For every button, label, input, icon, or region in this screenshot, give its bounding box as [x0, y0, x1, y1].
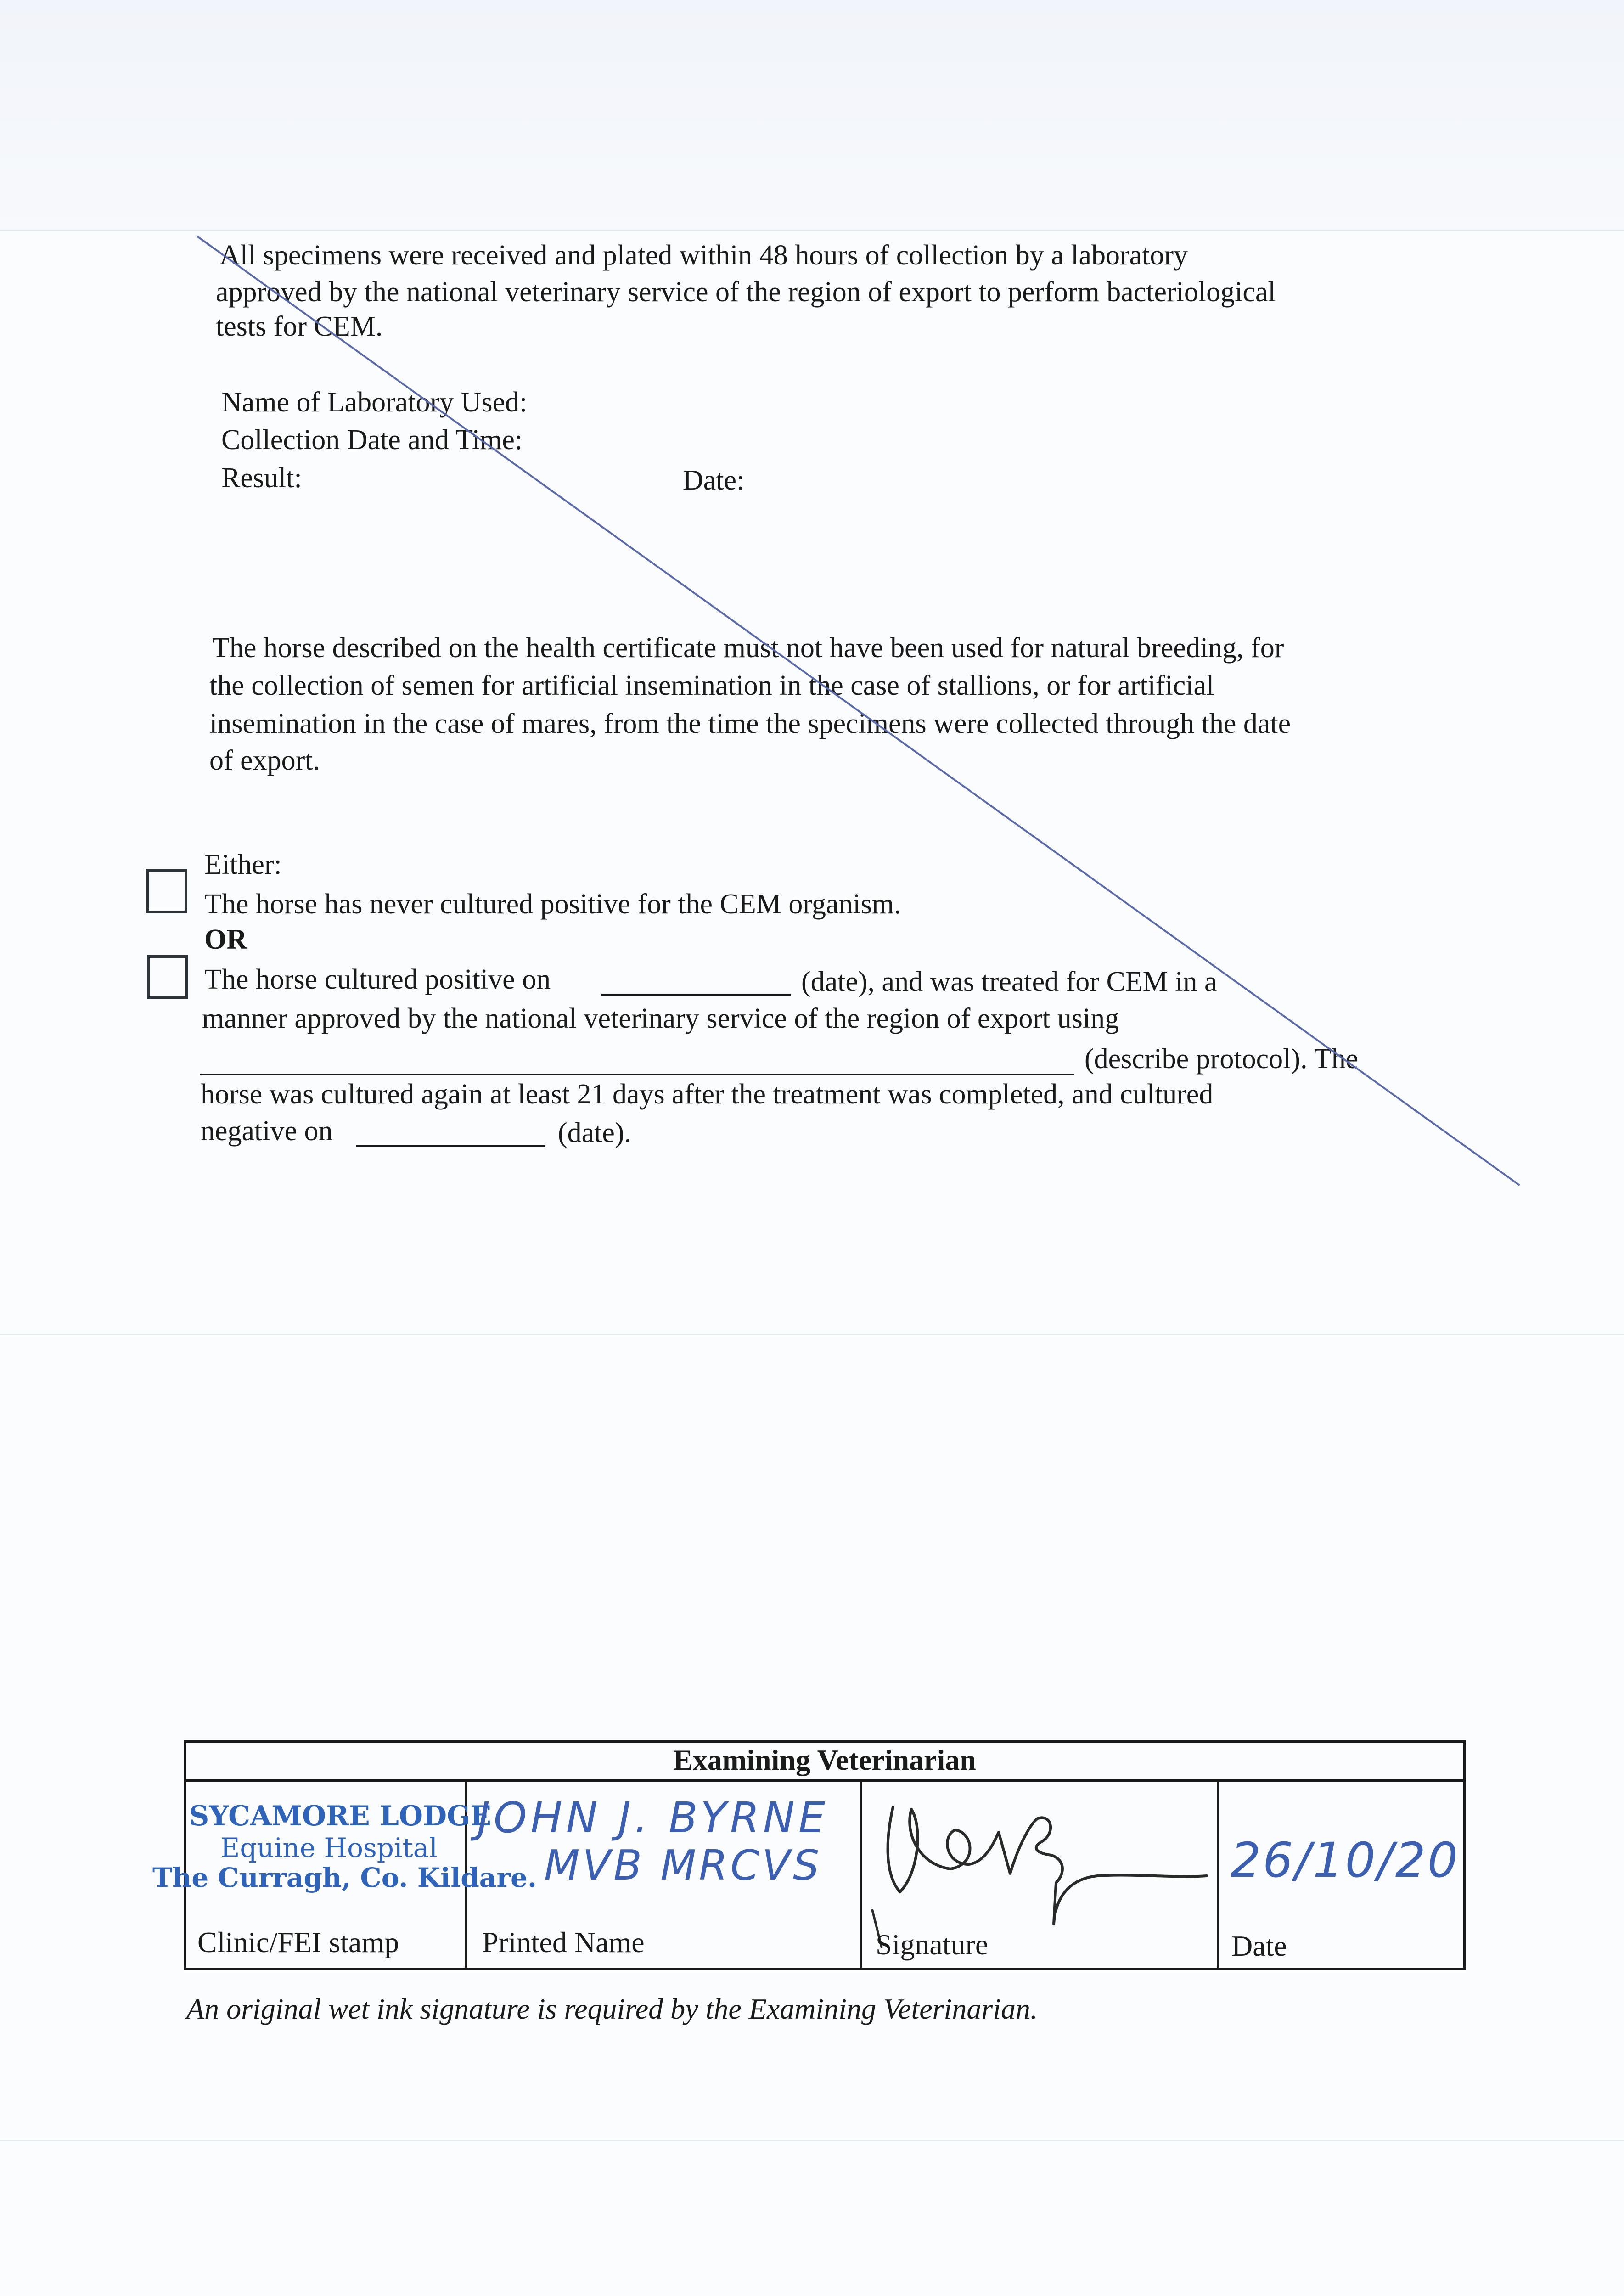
option2-line1-start: The horse cultured positive on — [204, 964, 551, 995]
para2-line2: the collection of semen for artificial insemination in the case of stallions, or for artificial — [209, 670, 1214, 701]
option2-line5-start: negative on — [201, 1115, 333, 1147]
option2-line1-end: (date), and was treated for CEM in a — [801, 966, 1217, 997]
collection-label: Collection Date and Time: — [221, 424, 523, 456]
label-signature: Signature — [876, 1928, 989, 1961]
option2-line4: horse was cultured again at least 21 days after the treatment was completed, and cultured — [201, 1079, 1214, 1110]
handwritten-printed-name-line2: MVB MRCVS — [544, 1841, 822, 1890]
label-printed-name: Printed Name — [482, 1926, 645, 1958]
label-clinic-stamp: Clinic/FEI stamp — [197, 1926, 399, 1958]
label-date: Date — [1231, 1930, 1287, 1962]
date-label: Date: — [683, 465, 745, 496]
clinic-stamp-line1: SYCAMORE LODGE — [189, 1800, 492, 1832]
wet-ink-signature-note: An original wet ink signature is required by the Examining Veterinarian. — [186, 1992, 1038, 2025]
option-never-positive-text: The horse has never cultured positive for the CEM organism. — [204, 889, 901, 920]
para2-line1: The horse described on the health certificate must not have been used for natural breeding, for — [212, 632, 1284, 664]
cem-para1-line1: All specimens were received and plated within 48 hours of collection by a laboratory — [219, 240, 1188, 271]
cem-para1-line3: tests for CEM. — [216, 311, 383, 342]
or-label: OR — [204, 924, 247, 955]
vet-table-header: Examining Veterinarian — [673, 1744, 976, 1776]
option2-line5-end: (date). — [558, 1117, 632, 1148]
lab-label: Name of Laboratory Used: — [221, 387, 528, 418]
cem-para1-line2: approved by the national veterinary service of the region of export to perform bacteriological — [216, 276, 1276, 308]
para2-line3: insemination in the case of mares, from the time the specimens were collected through the date — [209, 708, 1291, 739]
handwritten-printed-name-line1: JOHN J. BYRNE — [478, 1793, 829, 1842]
result-label: Result: — [221, 462, 302, 494]
option2-line2: manner approved by the national veterinary service of the region of export using — [202, 1003, 1119, 1034]
clinic-stamp-line2: Equine Hospital — [220, 1832, 438, 1863]
clinic-stamp-line3: The Curragh, Co. Kildare. — [152, 1862, 537, 1893]
para2-line4: of export. — [209, 745, 320, 776]
either-label: Either: — [204, 849, 282, 880]
option2-line3: (describe protocol). The — [1085, 1043, 1359, 1075]
handwritten-date: 26/10/20 — [1231, 1832, 1460, 1888]
